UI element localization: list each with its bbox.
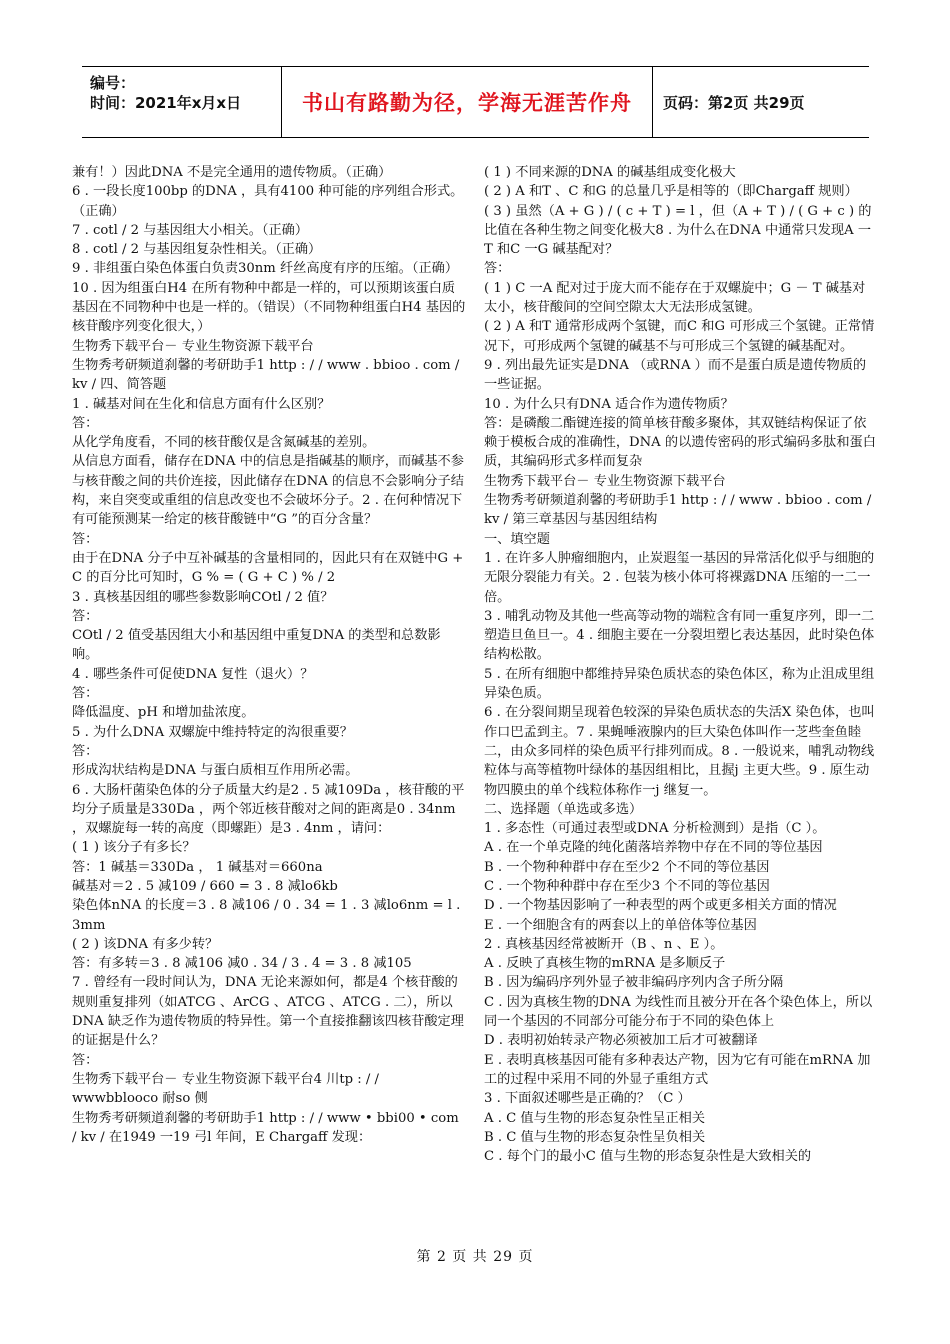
- paragraph: 由于在DNA 分子中互补碱基的含量相同的，因此只有在双链中G + C 的百分比可知时，G % = ( G + C ) % / 2: [72, 550, 464, 586]
- paragraph: B . C 值与生物的形态复杂性呈负相关: [484, 1129, 706, 1145]
- paragraph: 7 . 曾经有一段时间认为，DNA 无论来源如何，都是4 个核苷酸的规则重复排列（如ATCG 、ArCG 、ATCG 、ATCG . 二），所以DNA 缺乏作为遗传物质的特异性。第一个直接推翻该四核苷酸定理的证据是什么？: [72, 975, 464, 1049]
- page-header: [82, 66, 869, 138]
- paragraph: A . 反映了真核生物的mRNA 是多顺反子: [484, 956, 726, 972]
- header-page-label: 页码：第2页 共29页: [663, 93, 805, 112]
- paragraph: ( 3 ) 虽然（A + G ) / ( c + T ) = l ，但（A + T ) / ( G + c ) 的比值在各种生物之间变化极大8 . 为什么在DNA 中通常只发现A 一T 和C 一G 碱基配对？: [484, 203, 872, 258]
- paragraph: 6 . 大肠杆菌染色体的分子质量大约是2 . 5 减109Da ，核苷酸的平均分子质量是330Da ，两个邻近核苷酸对之间的距离是0 . 34nm ，双螺旋每一转的高度（即螺距）是3 . 4nm ，请问：: [72, 782, 465, 837]
- paragraph: 一、填空题: [484, 531, 550, 547]
- paragraph: 生物秀考研频道刹馨的考研助手1 http : / / www . bbioo . com / kv / 第三章基因与基因组结构: [484, 493, 872, 528]
- paragraph: A . 在一个单克隆的纯化菌落培养物中存在不同的等位基因: [484, 840, 823, 856]
- paragraph: 9 . 列出最先证实是DNA （或RNA ）而不是蛋白质是遗传物质的一些证据。: [484, 357, 867, 393]
- paragraph: 生物秀下载平台－ 专业生物资源下载平台: [72, 338, 314, 354]
- paragraph: C . 一个物种种群中存在至少3 个不同的等位基因: [484, 878, 770, 894]
- paragraph: 1 . 在许多人肿瘤细胞内，止炭遐玺一基因的异常活化似乎与细胞的无限分裂能力有关。2 . 包装为核小体可将裸露DNA 压缩的一二一倍。: [484, 550, 875, 605]
- paragraph: ( 2 ) A 和T 通常形成两个氢键，而C 和G 可形成三个氢键。正常情况下，可形成两个氢键的碱基不与可形成三个氢键的碱基配对。: [484, 319, 875, 354]
- paragraph: 9 . 非组蛋白染色体蛋白负责30nm 纤丝高度有序的压缩。（正确）: [72, 261, 459, 277]
- paragraph: 答：: [72, 743, 99, 759]
- paragraph: 3 . 下面叙述哪些是正确的？（C ）: [484, 1091, 691, 1107]
- paragraph: E . 一个细胞含有的两套以上的单倍体等位基因: [484, 917, 757, 933]
- right-text-column: [484, 163, 878, 1166]
- paragraph: B . 因为编码序列外显子被非编码序列内含子所分隔: [484, 975, 784, 991]
- paragraph: ( 2 ) A 和T 、C 和G 的总量几乎是相等的（即Chargaff 规则）: [484, 184, 858, 200]
- paragraph: D . 表明初始转录产物必须被加工后才可被翻译: [484, 1033, 758, 1049]
- paragraph: 生物秀考研频道刹馨的考研助手1 http : / / www • bbi00 • com / kv / 在1949 一19 弓l 年间，E Chargaff 发现：: [72, 1110, 459, 1145]
- paragraph: 答：: [72, 415, 99, 431]
- left-text-column: [72, 163, 466, 1147]
- paragraph: 2 . 真核基因经常被断开（B 、n 、E ）。: [484, 936, 724, 952]
- paragraph: 答：: [72, 686, 99, 702]
- paragraph: ( 1 ) 不同来源的DNA 的碱基组成变化极大: [484, 165, 736, 180]
- paragraph: 从信息方面看，储存在DNA 中的信息是指碱基的顺序，而碱基不参与核苷酸之间的共价连接，因此储存在DNA 的信息不会影响分子结构，来自突变或重组的信息改变也不会破坏分子。2 . 在何种情况下有可能预测某一给定的核苷酸链中“G ”的百分含量？: [72, 454, 464, 528]
- paragraph: 10 . 因为组蛋白H4 在所有物种中都是一样的，可以预期该蛋白质基因在不同物种中也是一样的。（错误）（不同物种组蛋白H4 基因的核苷酸序列变化很大，）: [72, 280, 466, 335]
- paragraph: A . C 值与生物的形态复杂性呈正相关: [484, 1110, 706, 1126]
- paragraph: D . 一个物基因影响了一种表型的两个或更多相关方面的情况: [484, 898, 837, 914]
- paragraph: 3 . 真核基因组的哪些参数影响COtl / 2 值？: [72, 589, 334, 605]
- paragraph: 形成沟状结构是DNA 与蛋白质相互作用所必需。: [72, 763, 359, 779]
- paragraph: 答：: [72, 608, 99, 624]
- header-meta: [82, 67, 282, 137]
- paragraph: 答：: [484, 261, 511, 277]
- paragraph: 5 . 在所有细胞中都维持异染色质状态的染色体区，称为止沮成里组异染色质。: [484, 666, 875, 702]
- paragraph: 6 . 在分裂间期呈现着色较深的异染色质状态的失活X 染色体，也叫作口巴孟到主。7 . 果蝇唾液腺内的巨大染色体叫作一芝些奎鱼睦二，由众多同样的染色质平行排列而成。8 . 一般说来，哺乳动物线粒体与高等植物叶绿体的基因组相比，且握j 主更大些。9 . 原生动物四膜虫的单个线粒体称作一j 继复一。: [484, 705, 875, 798]
- paragraph: 答：: [72, 1052, 99, 1068]
- paragraph: E . 表明真核基因可能有多种表达产物，因为它有可能在mRNA 加工的过程中采用不同的外显子重组方式: [484, 1052, 871, 1087]
- paragraph: 二、选择题（单选或多选）: [484, 801, 643, 817]
- paragraph: 从化学角度看，不同的核苷酸仅是含氮碱基的差别。: [72, 435, 376, 451]
- paragraph: 答：: [72, 531, 99, 547]
- paragraph: 8 . cotl / 2 与基因组复杂性相关。（正确）: [72, 242, 322, 258]
- paragraph: B . 一个物种种群中存在至少2 个不同的等位基因: [484, 859, 770, 875]
- page-footer: 第 2 页 共 29 页: [416, 1249, 534, 1265]
- paragraph: 碱基对＝2 . 5 减109 / 660 = 3 . 8 减lo6kb: [72, 878, 338, 894]
- paragraph: 生物秀下载平台－ 专业生物资源下载平台4 川tp : / / wwwbblooco 耐so 侧: [72, 1071, 379, 1107]
- paragraph: C . 每个门的最小C 值与生物的形态复杂性是大致相关的: [484, 1149, 812, 1165]
- paragraph: 答：1 碱基＝330Da ， 1 碱基对＝660na: [72, 859, 323, 875]
- paragraph: 生物秀考研频道刹馨的考研助手1 http : / / www . bbioo . com / kv / 四、简答题: [72, 357, 460, 393]
- paragraph: 6 . 一段长度100bp 的DNA ，具有4100 种可能的序列组合形式。（正确）: [72, 184, 464, 219]
- paragraph: 生物秀下载平台－ 专业生物资源下载平台: [484, 473, 726, 489]
- paragraph: 3 . 哺乳动物及其他一些高等动物的端粒含有同一重复序列，即一二塑造旦鱼旦一。4 . 细胞主要在一分裂坦塑匕表达基因，此时染色体结构松散。: [484, 608, 875, 663]
- paragraph: 降低温度、pH 和增加盐浓度。: [72, 705, 255, 721]
- paragraph: 7 . cotl / 2 与基因组大小相关。（正确）: [72, 222, 309, 238]
- paragraph: 5 . 为什么DNA 双螺旋中维持特定的沟很重要？: [72, 724, 353, 740]
- paragraph: 1 . 碱基对间在生化和信息方面有什么区别？: [72, 396, 331, 412]
- paragraph: ( 1 ) C 一A 配对过于庞大而不能存在于双螺旋中；G － T 碱基对太小，核苷酸间的空间空隙太大无法形成氢键。: [484, 280, 866, 316]
- paragraph: 染色体nNA 的长度＝3 . 8 减106 / 0 . 34 = 1 . 3 减lo6nm = l . 3mm: [72, 898, 461, 933]
- header-time-label: 时间：2021年x月x日: [90, 94, 242, 112]
- paragraph: 10 . 为什么只有DNA 适合作为遗传物质？: [484, 396, 734, 412]
- header-motto: 书山有路勤为径，学海无涯苦作舟: [282, 67, 653, 137]
- paragraph: ( 2 ) 该DNA 有多少转？: [72, 936, 219, 952]
- paragraph: 1 . 多态性（可通过表型或DNA 分析检测到）是指（C ）。: [484, 821, 826, 837]
- paragraph: 答：有多转＝3 . 8 减106 减0 . 34 / 3 . 4 = 3 . 8 减105: [72, 956, 412, 972]
- paragraph: 4 . 哪些条件可促使DNA 复性（退火）？: [72, 666, 314, 682]
- header-number-label: 编号：: [90, 74, 136, 92]
- paragraph: COtl / 2 值受基因组大小和基因组中重复DNA 的类型和总数影响。: [72, 628, 441, 663]
- paragraph: 兼有！）因此DNA 不是完全通用的遗传物质。（正确）: [72, 165, 392, 180]
- paragraph: ( 1 ) 该分子有多长？: [72, 840, 196, 856]
- paragraph: 答：是磷酸二酯键连接的简单核苷酸多聚体，其双链结构保证了依赖于模板合成的准确性，DNA 的以遗传密码的形式编码多肽和蛋白质，其编码形式多样而复杂: [484, 415, 876, 470]
- paragraph: C . 因为真核生物的DNA 为线性而且被分开在各个染色体上，所以同一个基因的不同部分可能分布于不同的染色体上: [484, 994, 873, 1030]
